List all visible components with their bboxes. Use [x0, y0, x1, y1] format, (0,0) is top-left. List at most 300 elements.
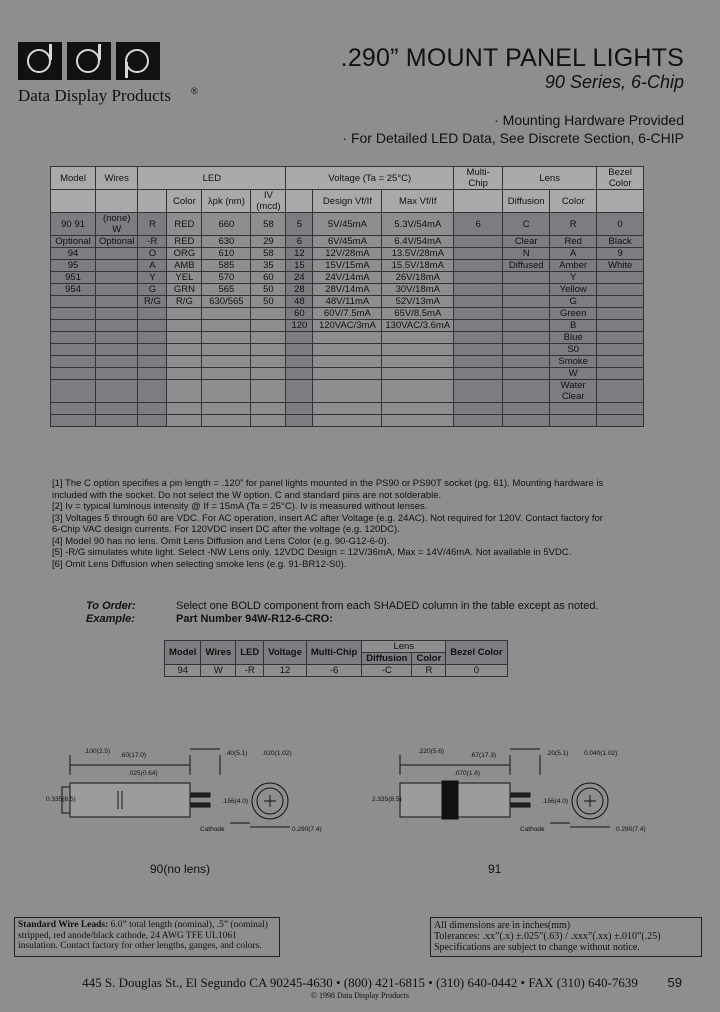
led-lpk-cell — [202, 344, 251, 356]
led-code-cell — [138, 380, 167, 403]
wires-cell — [96, 320, 138, 332]
model-cell: 95 — [51, 260, 96, 272]
bezel-cell — [597, 296, 644, 308]
dim-label: 0.290(7.4) — [616, 826, 646, 833]
ex-multichip: -6 — [306, 665, 361, 677]
drawing-model-91 — [400, 749, 610, 827]
spec-row — [51, 356, 644, 368]
voltage-design-cell — [313, 332, 382, 344]
ex-h-color: Color — [412, 653, 446, 665]
bezel-cell — [597, 272, 644, 284]
led-lpk-cell — [202, 332, 251, 344]
dim-label: .100(2.5) — [84, 748, 111, 755]
voltage-code-cell — [286, 356, 313, 368]
voltage-design-cell — [313, 380, 382, 403]
spec-row — [51, 260, 644, 272]
multichip-cell — [454, 320, 503, 332]
diffusion-cell — [503, 272, 550, 284]
note-line: 6-Chip VAC design currents. For 120VDC insert DC after the voltage (e.g. 120DC). — [52, 524, 400, 535]
bezel-cell — [597, 356, 644, 368]
multichip-cell — [454, 368, 503, 380]
multichip-cell — [454, 308, 503, 320]
voltage-code-cell — [286, 403, 313, 415]
col-bezel: Bezel Color — [597, 167, 644, 190]
led-lpk-cell — [202, 415, 251, 427]
voltage-max-cell: 130VAC/3.6mA — [382, 320, 454, 332]
caption-model-90: 90(no lens) — [150, 862, 211, 876]
dim-label: .070(1.8) — [454, 770, 481, 777]
voltage-code-cell — [286, 368, 313, 380]
bezel-cell — [597, 332, 644, 344]
ex-h-diffusion: Diffusion — [362, 653, 412, 665]
bezel-cell — [597, 380, 644, 403]
ex-h-lens: Lens — [362, 641, 446, 653]
led-code-cell: R — [138, 213, 167, 236]
multichip-cell — [454, 356, 503, 368]
led-iv-cell: 29 — [251, 236, 286, 248]
diffusion-cell — [503, 356, 550, 368]
led-iv-cell: 50 — [251, 296, 286, 308]
note-line: [6] Omit Lens Diffusion when selecting smoke lens (e.g. 91-BR12-S0). — [52, 558, 347, 570]
led-lpk-cell — [202, 380, 251, 403]
note-line: included with the socket. Do not select the W option. C and standard pins are not solderable. — [52, 489, 442, 501]
led-iv-cell — [251, 320, 286, 332]
footer-address: 445 S. Douglas St., El Segundo CA 90245-4630 • (800) 421-6815 • (310) 640-0442 • FAX (310) 640-7639 — [82, 975, 638, 990]
lens-color-cell: Amber — [550, 260, 597, 272]
dim-label: .220(5.6) — [418, 748, 445, 755]
logo-letter-d — [67, 42, 111, 80]
bezel-cell: 9 — [597, 248, 644, 260]
led-iv-cell — [251, 332, 286, 344]
diffusion-cell — [503, 344, 550, 356]
voltage-code-cell — [286, 380, 313, 403]
voltage-design-cell — [313, 368, 382, 380]
led-color-cell — [167, 308, 202, 320]
led-iv-cell: 50 — [251, 284, 286, 296]
note-line: [3] Voltages 5 through 60 are VDC. For AC operation, insert AC after Voltage (e.g. 24AC). Not required for 120V. Contact factory for — [52, 512, 603, 524]
led-code-cell: -R — [138, 236, 167, 248]
model-cell: 90 91 — [51, 213, 96, 236]
led-iv-cell — [251, 403, 286, 415]
voltage-code-cell: 6 — [286, 236, 313, 248]
voltage-code-cell: 15 — [286, 260, 313, 272]
led-color-cell — [167, 403, 202, 415]
diffusion-cell — [503, 415, 550, 427]
spec-row — [51, 296, 644, 308]
model-cell — [51, 296, 96, 308]
model-cell — [51, 403, 96, 415]
wires-cell: Optional — [96, 236, 138, 248]
led-iv-cell — [251, 368, 286, 380]
bezel-cell — [597, 284, 644, 296]
logo-letter-d — [18, 42, 62, 80]
model-cell — [51, 380, 96, 403]
led-code-cell: R/G — [138, 296, 167, 308]
voltage-max-cell: 30V/18mA — [382, 284, 454, 296]
lens-color-cell: Y — [550, 272, 597, 284]
spec-row — [51, 380, 644, 403]
diffusion-cell: Diffused — [503, 260, 550, 272]
bezel-cell — [597, 308, 644, 320]
led-lpk-cell: 585 — [202, 260, 251, 272]
wires-cell — [96, 368, 138, 380]
voltage-code-cell — [286, 332, 313, 344]
col-multichip: Multi-Chip — [454, 167, 503, 190]
ex-h-voltage: Voltage — [264, 641, 307, 665]
bezel-cell — [597, 344, 644, 356]
dim-label: .025(0.64) — [128, 770, 158, 777]
spec-row — [51, 344, 644, 356]
footer-copyright: © 1998 Data Display Products — [310, 991, 410, 1000]
led-iv-cell — [251, 380, 286, 403]
spec-row — [51, 308, 644, 320]
led-color-cell — [167, 332, 202, 344]
multichip-cell — [454, 332, 503, 344]
voltage-max-cell — [382, 356, 454, 368]
bezel-cell — [597, 415, 644, 427]
model-cell — [51, 344, 96, 356]
dim-label: Cathode — [200, 826, 225, 833]
multichip-cell — [454, 296, 503, 308]
ex-wires: W — [201, 665, 236, 677]
ex-led: -R — [236, 665, 264, 677]
note-line: [5] -R/G simulates white light. Select -NW Lens only. 12VDC Design = 12V/36mA, Max = 14V/46mA. Not available in 5VDC. — [52, 547, 572, 558]
col-model: Model — [51, 167, 96, 190]
led-color-cell: GRN — [167, 284, 202, 296]
led-color-cell: ORG — [167, 248, 202, 260]
voltage-design-cell — [313, 344, 382, 356]
multichip-cell — [454, 284, 503, 296]
note-line: [4] Model 90 has no lens. Omit Lens Diffusion and Lens Color (e.g. 90-G12-6-0). — [52, 535, 390, 547]
led-code-cell: G — [138, 284, 167, 296]
lens-color-cell: Blue — [550, 332, 597, 344]
ex-model: 94 — [165, 665, 201, 677]
dim-label: .020(1.02) — [262, 750, 292, 757]
voltage-design-cell: 120VAC/3mA — [313, 320, 382, 332]
bullet-mounting: · Mounting Hardware Provided — [494, 112, 684, 128]
led-lpk-cell: 630 — [202, 236, 251, 248]
col-lens-color: Color — [550, 190, 597, 213]
voltage-design-cell: 24V/14mA — [313, 272, 382, 284]
col-diffusion: Diffusion — [503, 190, 550, 213]
led-iv-cell: 58 — [251, 248, 286, 260]
wires-cell — [96, 415, 138, 427]
led-color-cell: AMB — [167, 260, 202, 272]
dim-label: .60(17.0) — [120, 752, 147, 759]
spec-row — [51, 284, 644, 296]
diffusion-cell: Clear — [503, 236, 550, 248]
diffusion-cell — [503, 332, 550, 344]
dim-label: 0.040(1.02) — [584, 750, 618, 757]
lens-color-cell: G — [550, 296, 597, 308]
voltage-max-cell: 26V/18mA — [382, 272, 454, 284]
voltage-design-cell — [313, 415, 382, 427]
spec-row — [51, 236, 644, 248]
dim-label: 0.290(7.4) — [292, 826, 322, 833]
spec-row — [51, 332, 644, 344]
led-lpk-cell — [202, 403, 251, 415]
col-design: Design Vf/If — [313, 190, 382, 213]
ex-h-bezel: Bezel Color — [446, 641, 507, 665]
col-led-color: Color — [167, 190, 202, 213]
voltage-max-cell: 13.5V/28mA — [382, 248, 454, 260]
led-code-cell — [138, 332, 167, 344]
led-code-cell: Y — [138, 272, 167, 284]
led-lpk-cell: 630/565 — [202, 296, 251, 308]
voltage-design-cell: 15V/15mA — [313, 260, 382, 272]
bullet-led-data: · For Detailed LED Data, See Discrete Section, 6-CHIP — [342, 130, 684, 146]
registered-mark: ® — [191, 86, 198, 96]
feature-bullets — [342, 111, 684, 147]
spec-row — [51, 248, 644, 260]
voltage-code-cell: 12 — [286, 248, 313, 260]
model-cell — [51, 320, 96, 332]
note-line: [1] The C option specifies a pin length = .120” for panel lights mounted in the PS90 or PS90T socket (pg. 61). Mounting hardware is — [52, 478, 604, 489]
led-iv-cell — [251, 308, 286, 320]
voltage-code-cell: 120 — [286, 320, 313, 332]
voltage-code-cell: 24 — [286, 272, 313, 284]
col-lpk: λpk (nm) — [202, 190, 251, 213]
model-cell — [51, 415, 96, 427]
bezel-cell — [597, 403, 644, 415]
led-color-cell — [167, 380, 202, 403]
wires-cell — [96, 403, 138, 415]
led-code-cell — [138, 368, 167, 380]
bezel-cell — [597, 320, 644, 332]
led-color-cell: RED — [167, 213, 202, 236]
led-code-cell: O — [138, 248, 167, 260]
led-color-cell: R/G — [167, 296, 202, 308]
logo-letter-p — [116, 42, 160, 80]
col-voltage: Voltage (Ta = 25°C) — [286, 167, 454, 190]
lens-color-cell: B — [550, 320, 597, 332]
voltage-max-cell: 52V/13mA — [382, 296, 454, 308]
voltage-max-cell — [382, 344, 454, 356]
multichip-cell — [454, 260, 503, 272]
lens-color-cell: Water Clear — [550, 380, 597, 403]
lens-color-cell: Yellow — [550, 284, 597, 296]
example-table — [164, 640, 508, 677]
diffusion-cell: N — [503, 248, 550, 260]
voltage-code-cell — [286, 344, 313, 356]
diffusion-cell — [503, 308, 550, 320]
led-lpk-cell: 570 — [202, 272, 251, 284]
led-lpk-cell — [202, 308, 251, 320]
ex-color: R — [412, 665, 446, 677]
voltage-code-cell: 5 — [286, 213, 313, 236]
col-lens: Lens — [503, 167, 597, 190]
wires-cell — [96, 332, 138, 344]
voltage-max-cell — [382, 368, 454, 380]
lens-color-cell — [550, 415, 597, 427]
led-iv-cell: 60 — [251, 272, 286, 284]
multichip-cell — [454, 380, 503, 403]
page-title: .290” MOUNT PANEL LIGHTS — [340, 44, 684, 72]
wires-cell — [96, 380, 138, 403]
wire-leads-text: 6.0” total length (nominal), .5” (nominal) stripped, red anode/black cathode, 24 AWG TFE UL1061 insulation. Contact factory for other lengths, gauges, and colors. — [18, 920, 268, 951]
multichip-cell — [454, 403, 503, 415]
example-label: Example: — [86, 613, 135, 625]
led-code-cell — [138, 308, 167, 320]
led-color-cell — [167, 344, 202, 356]
voltage-max-cell: 6.4V/54mA — [382, 236, 454, 248]
diffusion-cell — [503, 296, 550, 308]
lens-color-cell: Smoke — [550, 356, 597, 368]
ex-h-multichip: Multi-Chip — [306, 641, 361, 665]
wire-leads-label: Standard Wire Leads: — [18, 920, 109, 930]
example-text: Part Number 94W-R12-6-CRO: — [176, 613, 333, 625]
led-iv-cell — [251, 415, 286, 427]
ex-h-model: Model — [165, 641, 201, 665]
diffusion-cell — [503, 380, 550, 403]
note-line: [2] Iv = typical luminous intensity @ If = 15mA (Ta = 25°C). Iv is measured without lenses. — [52, 501, 428, 512]
spec-table — [50, 166, 644, 427]
spec-row — [51, 272, 644, 284]
led-color-cell: RED — [167, 236, 202, 248]
diffusion-cell — [503, 368, 550, 380]
wires-cell — [96, 344, 138, 356]
diffusion-cell — [503, 403, 550, 415]
drawing-model-90 — [62, 749, 290, 827]
model-cell: Optional — [51, 236, 96, 248]
voltage-code-cell: 28 — [286, 284, 313, 296]
led-iv-cell — [251, 344, 286, 356]
wires-cell — [96, 272, 138, 284]
led-lpk-cell — [202, 356, 251, 368]
voltage-max-cell: 5.3V/54mA — [382, 213, 454, 236]
led-code-cell — [138, 320, 167, 332]
model-cell — [51, 356, 96, 368]
multichip-cell — [454, 236, 503, 248]
spec-row — [51, 320, 644, 332]
lens-color-cell: S0 — [550, 344, 597, 356]
dim-label: .40(5.1) — [225, 750, 248, 757]
led-code-cell — [138, 344, 167, 356]
voltage-code-cell: 48 — [286, 296, 313, 308]
led-iv-cell — [251, 356, 286, 368]
led-color-cell: YEL — [167, 272, 202, 284]
model-cell — [51, 332, 96, 344]
model-cell — [51, 368, 96, 380]
lens-color-cell: A — [550, 248, 597, 260]
bezel-cell: 0 — [597, 213, 644, 236]
model-cell: 954 — [51, 284, 96, 296]
voltage-design-cell: 60V/7.5mA — [313, 308, 382, 320]
dim-label: .156(4.0) — [542, 798, 569, 805]
led-iv-cell: 58 — [251, 213, 286, 236]
bezel-cell: Black — [597, 236, 644, 248]
dimension-drawings — [0, 735, 720, 885]
led-lpk-cell — [202, 368, 251, 380]
diffusion-cell: C — [503, 213, 550, 236]
lens-color-cell: Green — [550, 308, 597, 320]
page-number: 59 — [667, 975, 682, 990]
spec-row — [51, 368, 644, 380]
bezel-cell — [597, 368, 644, 380]
lens-color-cell — [550, 403, 597, 415]
dim-label: .67(17.3) — [470, 752, 497, 759]
voltage-design-cell — [313, 403, 382, 415]
ex-h-led: LED — [236, 641, 264, 665]
voltage-max-cell — [382, 403, 454, 415]
multichip-cell — [454, 415, 503, 427]
col-led: LED — [138, 167, 286, 190]
led-iv-cell: 35 — [251, 260, 286, 272]
multichip-cell — [454, 248, 503, 260]
tol-line: Tolerances: .xx”(.x) ±.025”(.63) / .xxx”(.xx) ±.010”(.25) — [434, 931, 661, 942]
led-lpk-cell: 660 — [202, 213, 251, 236]
col-max: Max Vf/If — [382, 190, 454, 213]
wires-cell — [96, 308, 138, 320]
wires-cell — [96, 284, 138, 296]
model-cell: 94 — [51, 248, 96, 260]
voltage-design-cell: 28V/14mA — [313, 284, 382, 296]
lens-color-cell: W — [550, 368, 597, 380]
led-code-cell — [138, 415, 167, 427]
led-color-cell — [167, 415, 202, 427]
voltage-design-cell — [313, 356, 382, 368]
wires-cell — [96, 248, 138, 260]
bezel-cell: White — [597, 260, 644, 272]
tolerance-box — [430, 917, 702, 957]
caption-model-91: 91 — [488, 862, 502, 876]
led-code-cell: A — [138, 260, 167, 272]
diffusion-cell — [503, 284, 550, 296]
ex-diffusion: -C — [362, 665, 412, 677]
page-subtitle: 90 Series, 6-Chip — [544, 72, 684, 92]
voltage-code-cell: 60 — [286, 308, 313, 320]
model-cell: 951 — [51, 272, 96, 284]
led-color-cell — [167, 356, 202, 368]
led-lpk-cell — [202, 320, 251, 332]
wires-cell: (none) W — [96, 213, 138, 236]
wires-cell — [96, 356, 138, 368]
col-wires: Wires — [96, 167, 138, 190]
dim-label: .156(4.0) — [222, 798, 249, 805]
spec-row — [51, 403, 644, 415]
dim-label: 2.335(8.5) — [372, 796, 402, 803]
footnotes — [52, 478, 662, 570]
multichip-cell — [454, 272, 503, 284]
wires-cell — [96, 296, 138, 308]
voltage-design-cell: 48V/11mA — [313, 296, 382, 308]
led-lpk-cell: 610 — [202, 248, 251, 260]
company-name: Data Display Products — [18, 86, 171, 105]
led-lpk-cell: 565 — [202, 284, 251, 296]
lens-color-cell: Red — [550, 236, 597, 248]
voltage-design-cell: 12V/28mA — [313, 248, 382, 260]
voltage-design-cell: 5V/45mA — [313, 213, 382, 236]
wire-leads-box — [14, 917, 280, 957]
voltage-max-cell — [382, 380, 454, 403]
ordering-info — [86, 600, 599, 626]
multichip-cell: 6 — [454, 213, 503, 236]
ex-voltage: 12 — [264, 665, 307, 677]
multichip-cell — [454, 344, 503, 356]
to-order-label: To Order: — [86, 600, 136, 612]
model-cell — [51, 308, 96, 320]
tol-line: All dimensions are in inches(mm) — [434, 920, 571, 931]
voltage-code-cell — [286, 415, 313, 427]
spec-row — [51, 213, 644, 236]
lens-color-cell: R — [550, 213, 597, 236]
wires-cell — [96, 260, 138, 272]
voltage-max-cell — [382, 332, 454, 344]
ddp-logo — [18, 42, 160, 80]
voltage-max-cell: 15.5V/18mA — [382, 260, 454, 272]
led-color-cell — [167, 320, 202, 332]
led-code-cell — [138, 356, 167, 368]
